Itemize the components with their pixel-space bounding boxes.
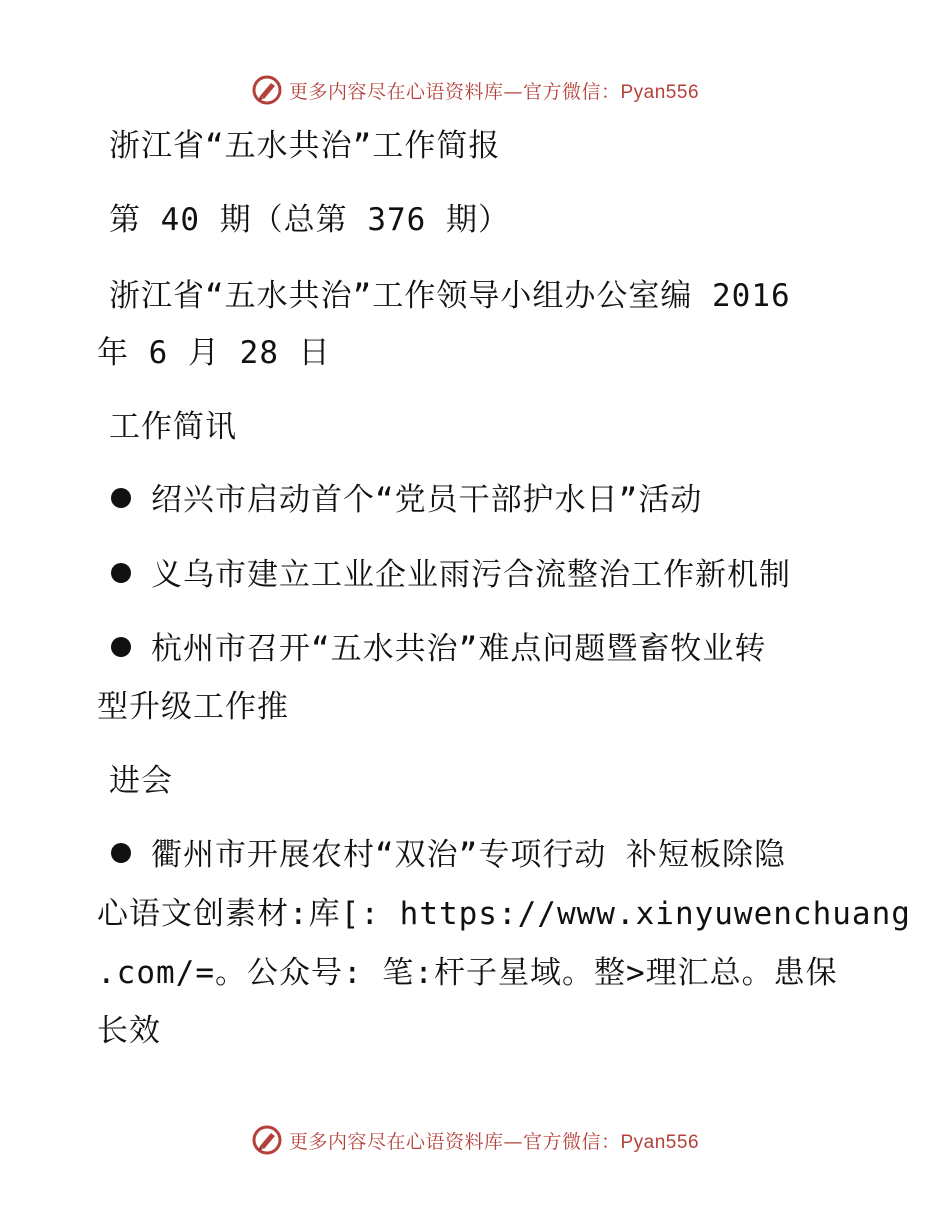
wechat-id: Pyan556 xyxy=(620,1131,700,1153)
list-item-continuation: 型升级工作推 xyxy=(97,689,289,725)
editor-line-1: 浙江省“五水共治”工作领导小组办公室编 2016 xyxy=(109,278,791,314)
document-title: 浙江省“五水共治”工作简报 xyxy=(109,128,501,164)
pen-seal-logo-icon xyxy=(251,1124,283,1156)
list-item-continuation: 进会 xyxy=(109,763,173,799)
list-item-continuation: .com/=。公众号: 笔:杆子星域。整>理汇总。患保 xyxy=(97,955,838,991)
editor-line-2: 年 6 月 28 日 xyxy=(97,335,331,371)
list-item: 绍兴市启动首个“党员干部护水日”活动 xyxy=(97,480,857,520)
banner-text: 更多内容尽在心语资料库—官方微信：Pyan556 xyxy=(288,80,700,103)
section-heading: 工作简讯 xyxy=(109,409,237,445)
wechat-id: Pyan556 xyxy=(620,81,700,103)
bullet-icon xyxy=(111,488,131,508)
header-banner xyxy=(0,70,950,110)
list-item-continuation: 心语文创素材:库[: https://www.xinyuwenchuang xyxy=(97,896,911,932)
bullet-icon xyxy=(111,843,131,863)
list-item-continuation: 长效 xyxy=(97,1013,161,1049)
bullet-icon xyxy=(111,637,131,657)
list-item: 衢州市开展农村“双治”专项行动 补短板除隐 xyxy=(97,835,857,875)
issue-number: 第 40 期（总第 376 期） xyxy=(109,202,510,238)
list-item: 杭州市召开“五水共治”难点问题暨畜牧业转 xyxy=(97,629,857,669)
banner-text: 更多内容尽在心语资料库—官方微信：Pyan556 xyxy=(288,1130,700,1153)
bullet-icon xyxy=(111,563,131,583)
pen-seal-logo-icon xyxy=(251,74,283,106)
footer-banner xyxy=(0,1120,950,1160)
list-item: 义乌市建立工业企业雨污合流整治工作新机制 xyxy=(97,555,857,595)
